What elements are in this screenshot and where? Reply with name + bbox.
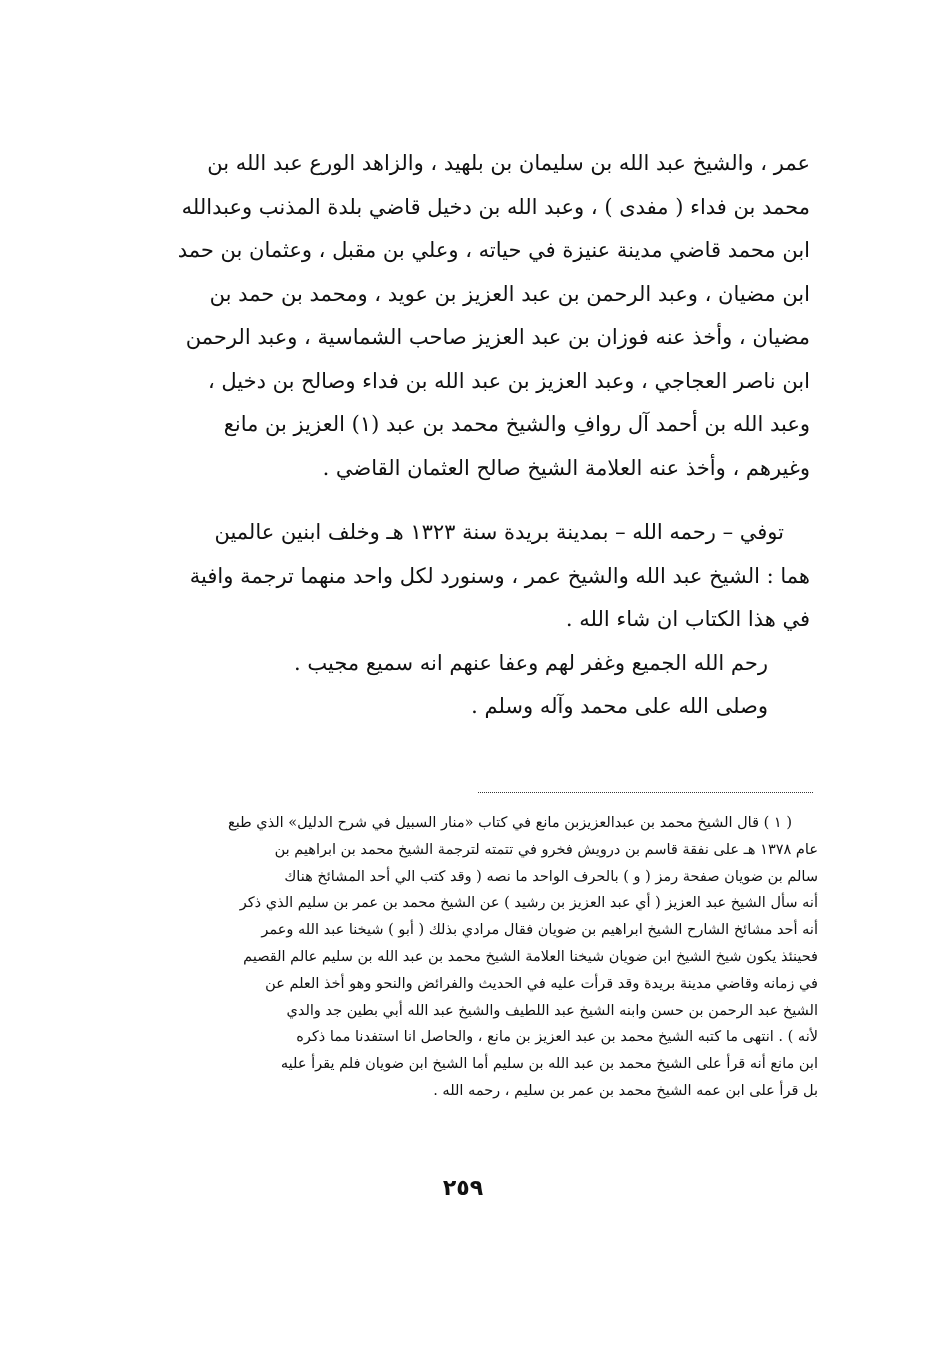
main-text-line: في هذا الكتاب ان شاء الله . [565, 607, 810, 631]
main-text-line: هما : الشيخ عبد الله والشيخ عمر ، وسنورد لكل واحد منهما ترجمة وافية [189, 563, 810, 588]
footnote [110, 810, 818, 1105]
footnote-line: لأنه ) . انتهى ما كتبه الشيخ محمد بن عبد العزيز بن مانع ، والحاصل انا استفدنا مما ذكره [296, 1029, 818, 1046]
footnote-line: فحينئذ يكون شيخ الشيخ ابن ضويان شيخنا العلامة الشيخ محمد بن عبد الله بن سليم عالم القصيم [243, 948, 818, 965]
paragraph-gap [132, 490, 810, 511]
footnote-line: سالم بن ضويان صفحة رمز ( و ) بالحرف الواحد ما نصه ( وقد كتب الي أحد المشائخ هناك [284, 868, 818, 885]
footnote-line: بل قرأ على ابن عمه الشيخ محمد بن عمر بن سليم ، رحمه الله . [433, 1082, 818, 1099]
main-text-line: ابن مضيان ، وعبد الرحمن بن عبد العزيز بن عويد ، ومحمد بن حمد بن [209, 281, 810, 306]
footnote-line: ( ١ ) قال الشيخ محمد بن عبدالعزيزبن مانع في كتاب «منار السبيل في شرح الدليل» الذي طبع [228, 815, 792, 831]
main-text-line: ابن ناصر العجاجي ، وعبد العزيز بن عبد الله بن فداء وصالح بن دخيل ، [207, 368, 810, 393]
main-text-line: مضيان ، وأخذ عنه فوزان بن عبد العزيز صاحب الشماسية ، وعبد الرحمن [185, 325, 810, 349]
main-text-line: وصلى الله على محمد وآله وسلم . [471, 694, 768, 718]
main-text-line: عمر ، والشيخ عبد الله بن سليمان بن بلهيد ، والزاهد الورع عبد الله بن [207, 151, 810, 175]
page-number: ٢٥٩ [442, 1176, 484, 1201]
footnote-line: ابن مانع أنه قرأ على الشيخ محمد بن عبد الله بن سليم أما الشيخ ابن ضويان فلم يقرأ عليه [280, 1056, 818, 1073]
footnote-separator [478, 792, 813, 793]
main-text-line: ابن محمد قاضي مدينة عنيزة في حياته ، وعلي بن مقبل ، وعثمان بن حمد [177, 238, 810, 262]
footnote-line: أنه أحد مشائخ الشارح الشيخ ابراهيم بن ضويان فقال مرادي بذلك ( أبو ) شيخنا عبد الله وعمر [261, 922, 818, 939]
main-text-line: توفي – رحمه الله – بمدينة بريدة سنة ١٣٢٣ هـ وخلف ابنين عالمين [214, 520, 784, 544]
main-text-line: وعبد الله بن أحمد آل روافِ والشيخ محمد بن عبد (١) العزيز بن مانع [223, 412, 810, 436]
footnote-line: في زمانه وقاضي مدينة بريدة وقد قرأت عليه في الحديث والفرائض والنحو وهو أخذ العلم عن [265, 975, 818, 992]
main-text-line: وغيرهم ، وأخذ عنه العلامة الشيخ صالح العثمان القاضي . [322, 455, 810, 480]
main-text-line: محمد بن فداء ( مفدى ) ، وعبد الله بن دخيل قاضي بلدة المذنب وعبدالله [181, 194, 810, 219]
footnote-line: عام ١٣٧٨ هـ على نفقة قاسم بن درويش فخرو في تتمته لترجمة الشيخ محمد بن ابراهيم بن [274, 841, 818, 858]
footnote-line: أنه سأل الشيخ عبد العزيز ( أي عبد العزيز بن رشيد ) عن الشيخ محمد بن عمر بن سليم الذي ذكر [239, 895, 818, 912]
main-text [132, 142, 810, 729]
footnote-line: الشيخ عبد الرحمن بن حسن وابنه الشيخ عبد اللطيف والشيخ عبد الله أبي بطين جد والدي [286, 1002, 818, 1019]
main-text-line: رحم الله الجميع وغفر لهم وعفا عنهم انه سميع مجيب . [294, 650, 768, 675]
